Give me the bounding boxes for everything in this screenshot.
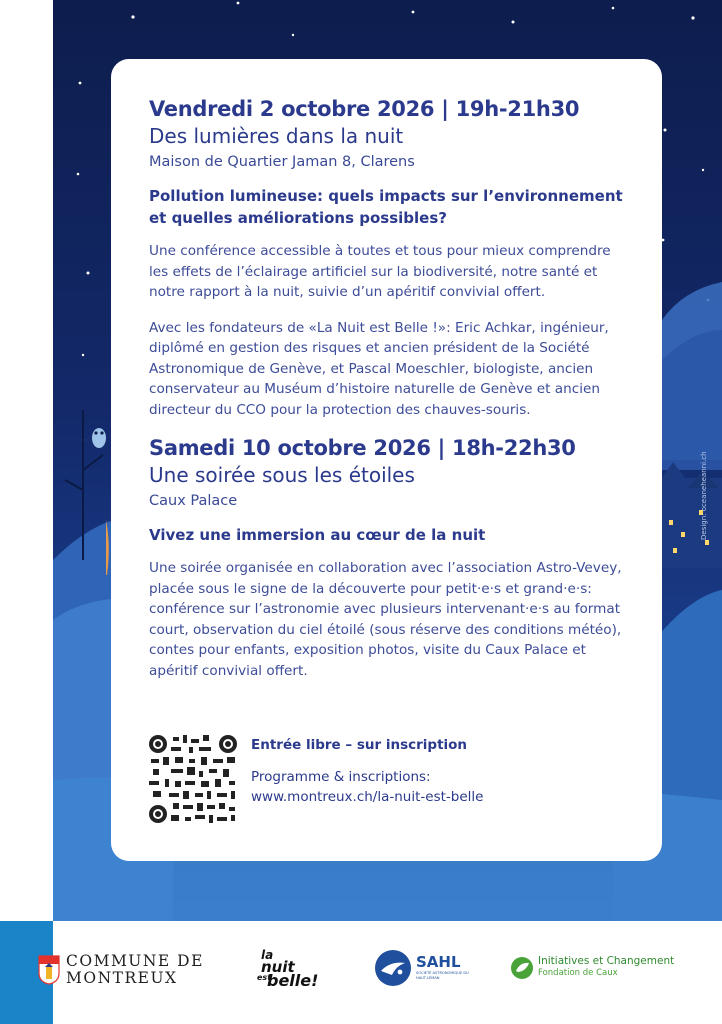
event-description: Une soirée organisée en collaboration avec l’association Astro-Vevey, placée sous le signe de la découverte pour petit·e·s et grand·e·s: conférence sur l’astronomie avec plusieurs intervenant·e·s au format court, observation du ciel étoilé (sous réserve des conditions météo), contes pour enfants, exposition photos, visite du Caux Palace et apéritif convivial offert. [149, 560, 622, 679]
event-friday [149, 95, 629, 420]
event-date: Vendredi 2 octobre 2026 | 19h-21h30 [149, 97, 580, 121]
nuit-line4: belle! [267, 971, 319, 990]
montreux-logo[interactable] [38, 953, 208, 993]
nuit-line3: est [257, 973, 272, 982]
sahl-subtitle: SOCIÉTÉ ASTRONOMIQUE DU HAUT-LÉMAN [416, 971, 469, 980]
la-nuit-est-belle-logo[interactable] [257, 948, 331, 993]
event-date: Samedi 10 octobre 2026 | 18h-22h30 [149, 436, 576, 460]
sahl-emblem-icon [374, 949, 412, 987]
owl-illustration [92, 428, 106, 448]
sahl-logo[interactable] [374, 949, 474, 989]
montreux-line1: COMMUNE DE [66, 952, 204, 970]
ic-line2: Fondation de Caux [538, 968, 618, 978]
qr-code[interactable] [149, 735, 237, 823]
card-content [149, 95, 629, 681]
sahl-name: SAHL [416, 953, 461, 971]
nuit-line1: la [261, 948, 274, 962]
program-label: Programme & inscriptions: [251, 769, 431, 785]
event-speakers: Avec les fondateurs de «La Nuit est Belle !»: Eric Achkar, ingénieur, diplômé en gestion des risques et ancien président de la Société Astronomique de Genève, et Pascal Moeschler, biologiste, ancien conservateur au Muséum d’histoire naturelle de Genève et ancien directeur du CCO pour la protection des chauves-souris. [149, 319, 609, 418]
ic-line1: Initiatives et Changement [538, 955, 675, 967]
initiatives-et-changement-logo[interactable] [510, 955, 685, 985]
registration-info [251, 735, 483, 807]
montreux-coat-of-arms-icon [38, 955, 60, 985]
program-card [111, 59, 662, 861]
partner-logos-footer [53, 921, 722, 1024]
event-description: Une conférence accessible à toutes et tous pour mieux comprendre les effets de l’éclairage artificiel sur la biodiversité, notre santé et notre rapport à la nuit, suivie d’un apéritif convivial offert. [149, 243, 611, 300]
design-credit: Design: oceaneheanni.ch [700, 451, 708, 540]
nuit-line2: nuit [261, 958, 295, 976]
event-saturday [149, 434, 629, 681]
program-link[interactable]: www.montreux.ch/la-nuit-est-belle [251, 789, 484, 805]
event-place: Caux Palace [149, 493, 238, 509]
event-subtitle: Vivez une immersion au cœur de la nuit [149, 526, 486, 544]
event-title: Une soirée sous les étoiles [149, 463, 415, 487]
montreux-line2: MONTREUX [66, 969, 178, 987]
event-title: Des lumières dans la nuit [149, 124, 404, 148]
event-subtitle: Pollution lumineuse: quels impacts sur l’environnement et quelles améliorations possibles? [149, 187, 623, 227]
leaf-icon [510, 956, 534, 980]
event-place: Maison de Quartier Jaman 8, Clarens [149, 154, 415, 170]
village-houses [662, 462, 722, 568]
left-margin [0, 0, 53, 921]
entry-note: Entrée libre – sur inscription [251, 737, 468, 753]
